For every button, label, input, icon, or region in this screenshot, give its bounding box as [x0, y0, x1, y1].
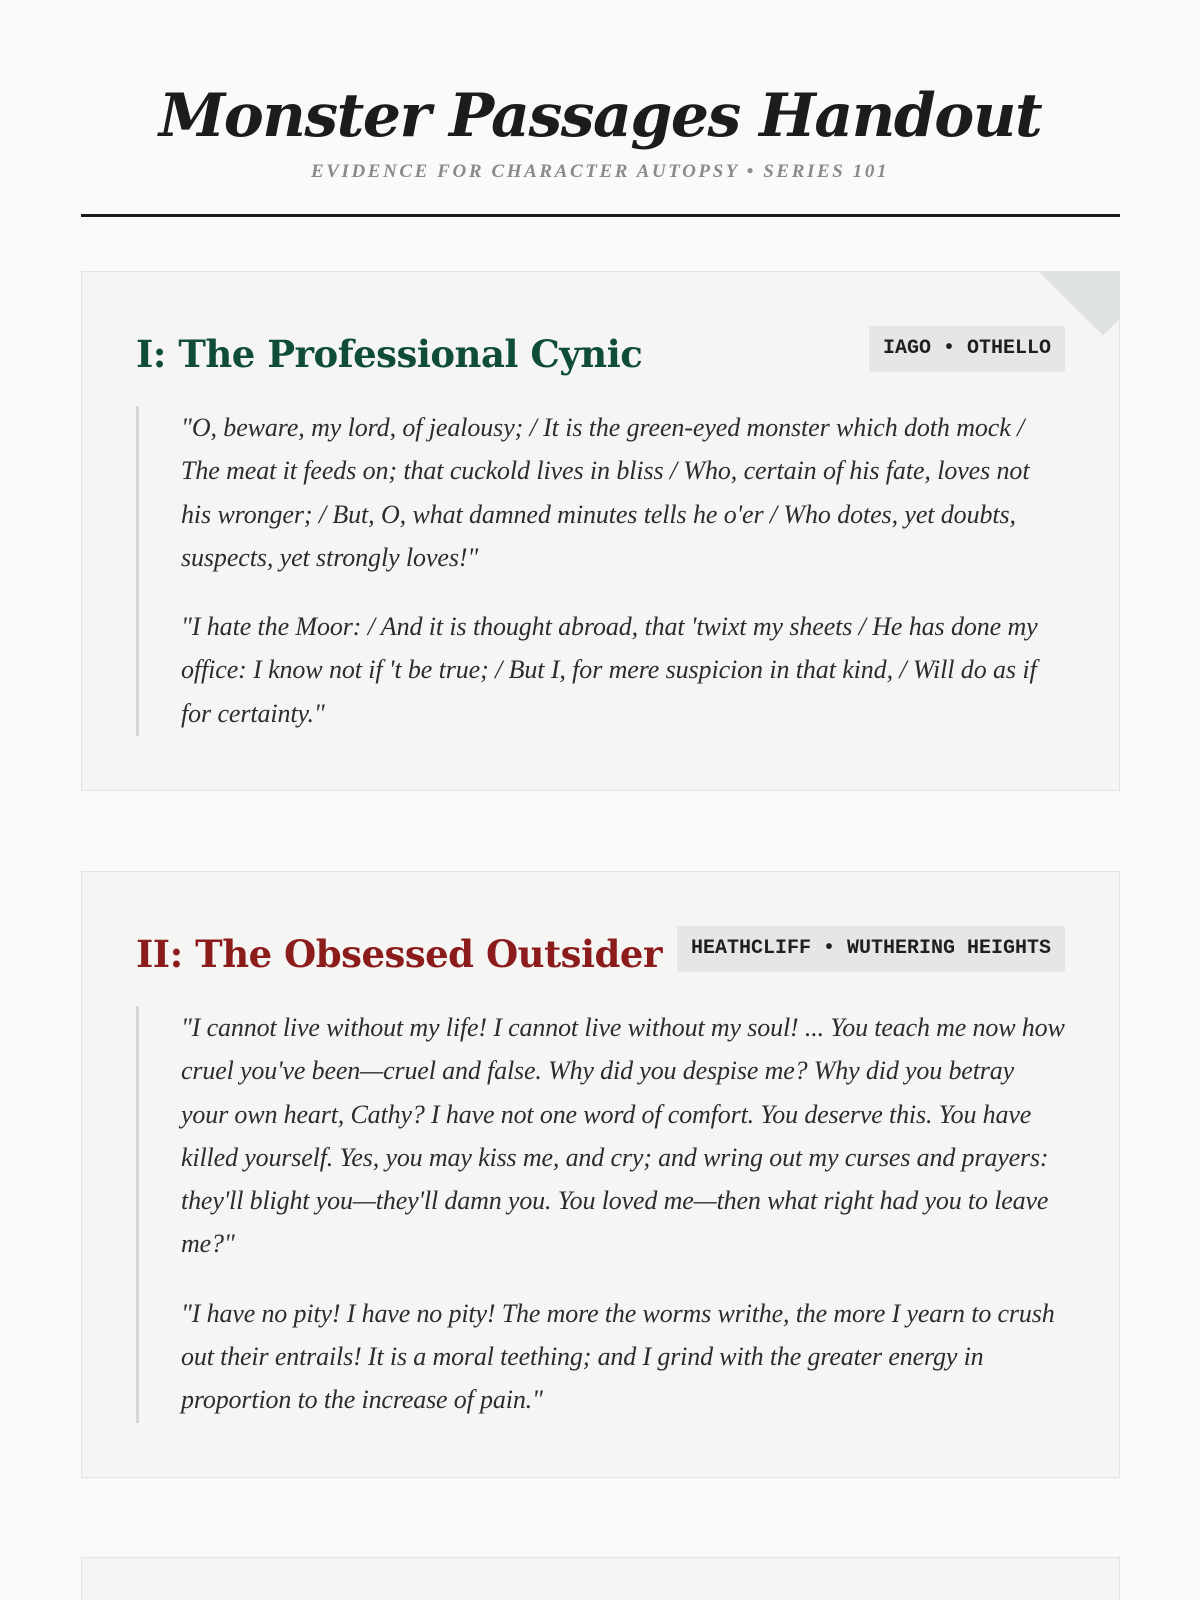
page-subtitle: EVIDENCE FOR CHARACTER AUTOPSY • SERIES 101: [310, 161, 890, 182]
character-tag: IAGO • OTHELLO: [869, 326, 1065, 372]
passage-quote: "O, beware, my lord, of jealousy; / It is the green-eyed monster which doth mock / The meat it feeds on; that cuckold lives in bliss / Who, certain of his fate, loves not his wronger; / But, O, what damned minutes tells he o'er / Who dotes, yet doubts, suspects, yet strongly loves!": [181, 413, 1030, 572]
passage-quote: "I hate the Moor: / And it is thought abroad, that 'twixt my sheets / He has done my office: I know not if 't be true; / But I, for mere suspicion in that kind, / Will do as if for certainty.": [181, 612, 1038, 728]
header-divider: [81, 214, 1120, 217]
section-heading: II: The Obsessed Outsider: [136, 932, 662, 976]
quote-block: [136, 406, 1065, 736]
quote-block: [136, 1006, 1065, 1423]
section-heading: I: The Professional Cynic: [136, 332, 643, 376]
page-title: Monster Passages Handout: [158, 81, 1042, 151]
character-tag: HEATHCLIFF • WUTHERING HEIGHTS: [677, 926, 1065, 972]
passage-card-iago: [81, 271, 1120, 791]
passage-quote: "I cannot live without my life! I cannot live without my soul! ... You teach me now how cruel you've been—cruel and false. Why did you despise me? Why did you betray your own heart, Cathy? I have not one word of comfort. You deserve this. You have killed yourself. Yes, you may kiss me, and cry; and wring out my curses and prayers: they'll blight you—they'll damn you. You loved me—then what right had you to leave me?": [181, 1013, 1065, 1259]
passage-card-heathcliff: [81, 871, 1120, 1478]
passage-card-partial: [81, 1557, 1120, 1600]
passage-quote: "I have no pity! I have no pity! The more the worms writhe, the more I yearn to crush out their entrails! It is a moral teething; and I grind with the greater energy in proportion to the increase of pain.": [181, 1298, 1055, 1415]
